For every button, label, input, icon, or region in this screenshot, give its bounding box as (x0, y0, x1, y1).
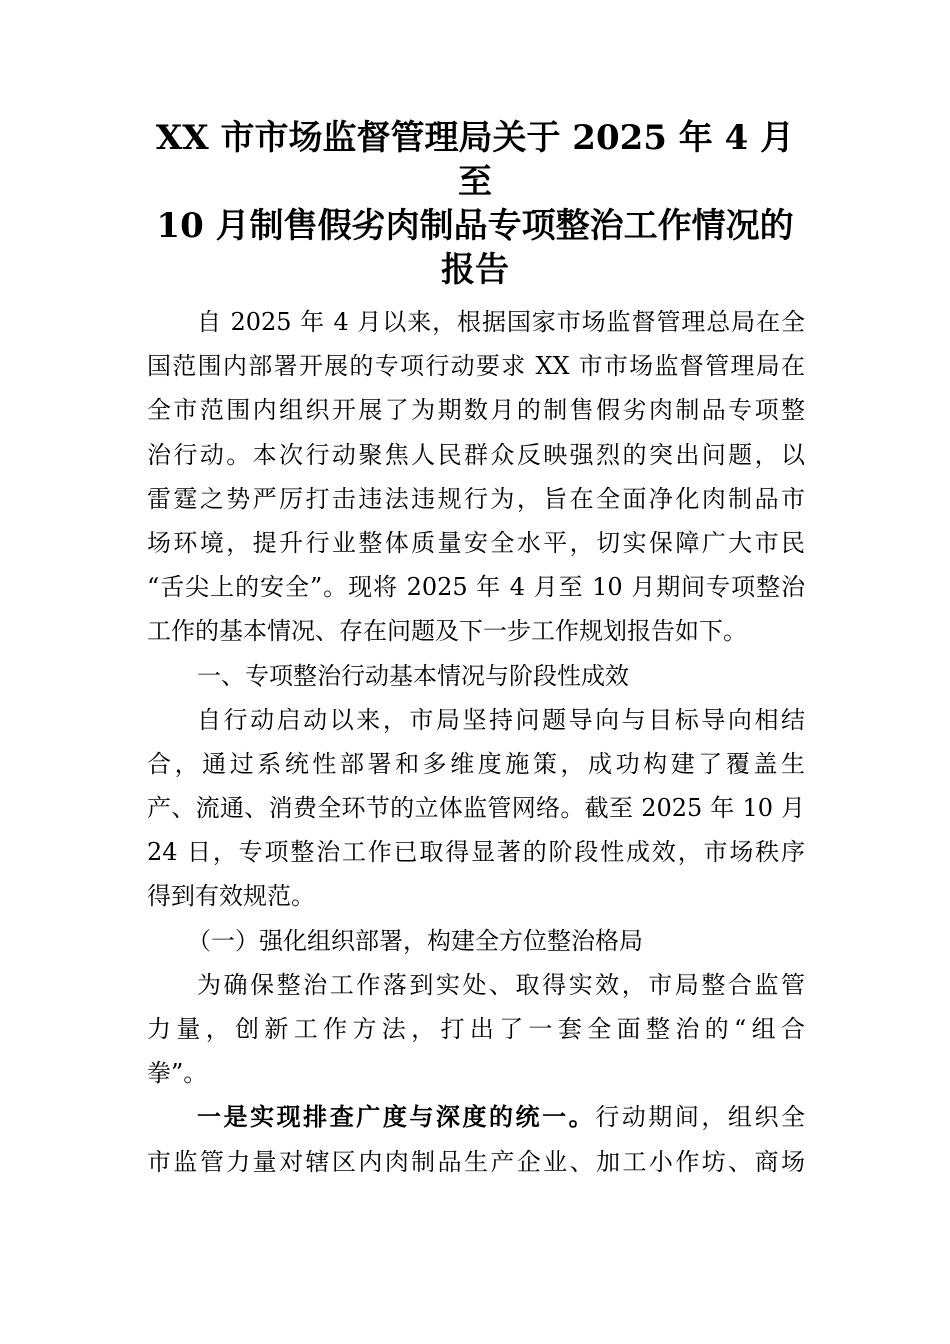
paragraph-line: 拳”。 (147, 1059, 208, 1088)
paragraph-line: 市监管力量对辖区内肉制品生产企业、加工小作坊、商场 (147, 1147, 805, 1176)
paragraph-line: 工作的基本情况、存在问题及下一步工作规划报告如下。 (147, 617, 747, 646)
paragraph-line: 为确保整治工作落到实处、取得实效，市局整合监管 (197, 970, 805, 999)
document-body (147, 300, 805, 1184)
paragraph-line: 场环境，提升行业整体质量安全水平，切实保障广大市民 (147, 528, 805, 557)
paragraph-line: 自 2025 年 4 月以来，根据国家市场监督管理总局在全 (197, 308, 805, 336)
paragraph-line: 全市范围内组织开展了为期数月的制售假劣肉制品专项整 (147, 396, 805, 425)
paragraph-line (147, 1095, 805, 1139)
paragraph-text: 行动期间，组织全 (595, 1103, 806, 1132)
paragraph-line: 24 日，专项整治工作已取得显著的阶段性成效，市场秩序 (147, 838, 805, 867)
paragraph-line: 合，通过系统性部署和多维度施策，成功构建了覆盖生 (147, 749, 805, 778)
paragraph-line: 自行动启动以来，市局坚持问题导向与目标导向相结 (197, 705, 805, 734)
document-title (140, 116, 810, 292)
paragraph-line: 得到有效规范。 (147, 882, 315, 911)
paragraph-line: 力量，创新工作方法，打出了一套全面整治的“组合 (147, 1015, 805, 1043)
paragraph-lead: 一是实现排查广度与深度的统一。 (197, 1102, 596, 1132)
title-line: XX 市市场监督管理局关于 2025 年 4 月至 (155, 118, 795, 202)
subsection-heading: （一）强化组织部署，构建全方位整治格局 (187, 926, 643, 955)
paragraph-line: 治行动。本次行动聚焦人民群众反映强烈的突出问题，以 (147, 440, 805, 469)
paragraph-line: 国范围内部署开展的专项行动要求 XX 市市场监督管理局在 (147, 352, 805, 381)
paragraph-line: 产、流通、消费全环节的立体监管网络。截至 2025 年 10 月 (147, 794, 805, 823)
paragraph-line: 雷霆之势严厉打击违法违规行为，旨在全面净化肉制品市 (147, 484, 805, 513)
paragraph-line: “舌尖上的安全”。现将 2025 年 4 月至 10 月期间专项整治 (147, 573, 805, 602)
title-line: 报告 (441, 250, 509, 290)
section-heading: 一、专项整治行动基本情况与阶段性成效 (197, 661, 629, 690)
title-line: 10 月制售假劣肉制品专项整治工作情况的 (156, 206, 794, 246)
